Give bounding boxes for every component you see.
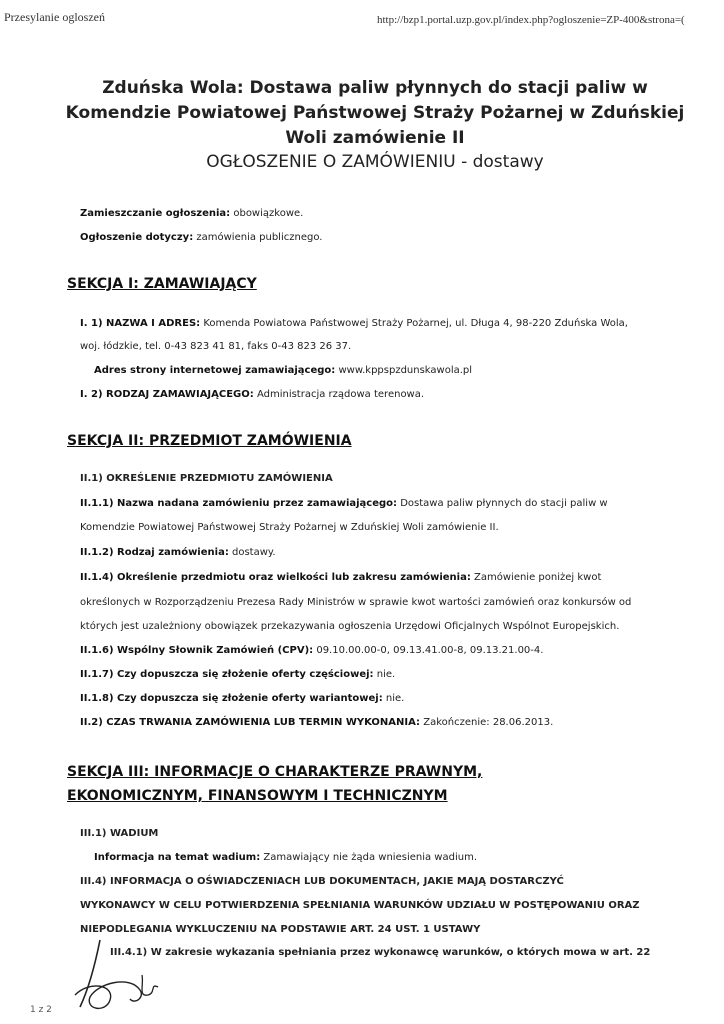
item-ii11-cont: Komendzie Powiatowej Państwowej Straży Pożarnej w Zduńskiej Woli zamówienie II. xyxy=(80,522,499,533)
item-label: II.1.6) Wspólny Słownik Zamówień (CPV): xyxy=(80,645,314,656)
section-1-heading: SEKCJA I: ZAMAWIAJĄCY xyxy=(67,276,257,292)
item-value: nie. xyxy=(373,669,396,680)
item-value: Dostawa paliw płynnych do stacji paliw w xyxy=(397,498,608,509)
item-value: nie. xyxy=(382,693,405,704)
item-iii4-line2: WYKONAWCY W CELU POTWIERDZENIA SPEŁNIANIA WARUNKÓW UDZIAŁU W POSTĘPOWANIU ORAZ xyxy=(80,900,640,911)
item-label: II.1.2) Rodzaj zamówienia: xyxy=(80,547,229,558)
section-3-heading-line2: EKONOMICZNYM, FINANSOWYM I TECHNICZNYM xyxy=(67,788,448,804)
item-ii11 xyxy=(80,498,608,509)
item-label: II.1.4) Określenie przedmiotu oraz wielkości lub zakresu zamówienia: xyxy=(80,572,471,583)
item-i1-cont: woj. łódzkie, tel. 0-43 823 41 81, faks 0-43 823 26 37. xyxy=(80,341,352,352)
document-title: Zduńska Wola: Dostawa paliw płynnych do stacji paliw w Komendzie Powiatowej Państwowej Straży Pożarnej w Zduńskiej Woli zamówienie II xyxy=(65,78,685,148)
item-value: Zakończenie: 28.06.2013. xyxy=(420,717,554,728)
item-label: II.1.1) Nazwa nadana zamówieniu przez zamawiającego: xyxy=(80,498,398,509)
meta-value: zamówienia publicznego. xyxy=(193,232,323,243)
item-value: Komenda Powiatowa Państwowej Straży Pożarnej, ul. Długa 4, 98-220 Zduńska Wola, xyxy=(200,318,628,329)
meta-concerns xyxy=(80,232,322,243)
item-ii1: II.1) OKREŚLENIE PRZEDMIOTU ZAMÓWIENIA xyxy=(80,473,333,484)
item-value: dostawy. xyxy=(228,547,276,558)
item-i2 xyxy=(80,389,424,400)
item-iii4-line1: III.4) INFORMACJA O OŚWIADCZENIACH LUB DOKUMENTACH, JAKIE MAJĄ DOSTARCZYĆ xyxy=(80,876,564,887)
item-i1 xyxy=(80,318,628,329)
meta-publication xyxy=(80,208,303,219)
item-value: www.kppspzdunskawola.pl xyxy=(335,365,473,376)
item-iii1: III.1) WADIUM xyxy=(80,828,159,839)
page-number: 1 z 2 xyxy=(30,1005,52,1015)
meta-value: obowiązkowe. xyxy=(230,208,304,219)
item-value: Zamówienie poniżej kwot xyxy=(470,572,602,583)
item-label: Adres strony internetowej zamawiającego: xyxy=(94,365,336,376)
item-ii14 xyxy=(80,572,601,583)
item-label: II.2) CZAS TRWANIA ZAMÓWIENIA LUB TERMIN WYKONANIA: xyxy=(80,717,421,728)
section-3-heading-line1: SEKCJA III: INFORMACJE O CHARAKTERZE PRAWNYM, xyxy=(67,764,483,780)
meta-label: Zamieszczanie ogłoszenia: xyxy=(80,208,231,219)
item-www xyxy=(94,365,472,376)
print-header-url: http://bzp1.portal.uzp.gov.pl/index.php?ogloszenie=ZP-400&strona=( xyxy=(377,14,685,26)
item-value: 09.10.00.00-0, 09.13.41.00-8, 09.13.21.00-4. xyxy=(313,645,544,656)
item-label: I. 2) RODZAJ ZAMAWIAJĄCEGO: xyxy=(80,389,254,400)
item-label: II.1.7) Czy dopuszcza się złożenie oferty częściowej: xyxy=(80,669,374,680)
item-label: Informacja na temat wadium: xyxy=(94,852,261,863)
handwritten-signature xyxy=(70,935,170,1015)
document-subtitle: OGŁOSZENIE O ZAMÓWIENIU - dostawy xyxy=(206,152,544,172)
item-iii4-line3: NIEPODLEGANIA WYKLUCZENIU NA PODSTAWIE ART. 24 UST. 1 USTAWY xyxy=(80,924,481,935)
item-iii41: III.4.1) W zakresie wykazania spełniania przez wykonawcę warunków, o których mowa w art. 22 xyxy=(110,947,651,958)
item-value: Administracja rządowa terenowa. xyxy=(253,389,425,400)
item-ii14-cont2: których jest uzależniony obowiązek przekazywania ogłoszenia Urzędowi Oficjalnych Wspólnot Europejskich. xyxy=(80,621,620,632)
item-ii17 xyxy=(80,669,395,680)
item-label: I. 1) NAZWA I ADRES: xyxy=(80,318,201,329)
print-header-title: Przesylanie ogloszeń xyxy=(4,10,105,24)
item-ii14-cont1: określonych w Rozporządzeniu Prezesa Rady Ministrów w sprawie kwot wartości zamówień oraz konkursów od xyxy=(80,597,632,608)
item-ii2 xyxy=(80,717,553,728)
item-ii18 xyxy=(80,693,404,704)
item-ii16 xyxy=(80,645,543,656)
item-ii12 xyxy=(80,547,276,558)
section-2-heading: SEKCJA II: PRZEDMIOT ZAMÓWIENIA xyxy=(67,433,352,449)
meta-label: Ogłoszenie dotyczy: xyxy=(80,232,194,243)
item-label: II.1.8) Czy dopuszcza się złożenie oferty wariantowej: xyxy=(80,693,383,704)
item-value: Zamawiający nie żąda wniesienia wadium. xyxy=(260,852,477,863)
item-wadium xyxy=(94,852,477,863)
